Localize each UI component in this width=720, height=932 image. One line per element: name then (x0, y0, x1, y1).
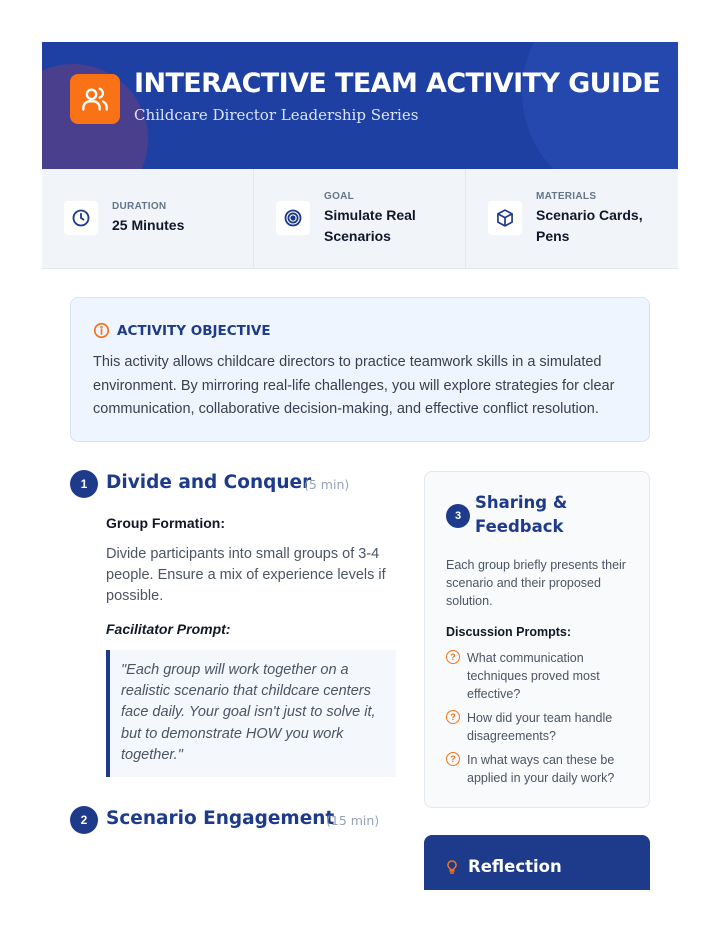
discussion-prompt-item (446, 649, 636, 703)
discussion-prompt-text: In what ways can these be applied in your daily work? (467, 753, 615, 785)
objective-text: This activity allows childcare directors to practice teamwork skills in a simulated environment. By mirroring real-life challenges, you will explore strategies for clear communication, collaborative decision-making, and effective conflict resolution. (93, 354, 615, 417)
step-number-badge: 3 (446, 504, 470, 528)
reflection-title: Reflection (468, 857, 562, 876)
step-number-badge: 1 (70, 470, 98, 498)
box-icon (488, 201, 522, 235)
target-icon (276, 201, 310, 235)
facilitator-quote (106, 650, 396, 777)
page-title: INTERACTIVE TEAM ACTIVITY GUIDE (134, 68, 661, 99)
group-formation-text: Divide participants into small groups of 3-4 people. Ensure a mix of experience levels if possible. (106, 546, 386, 604)
feedback-title: Sharing & Feedback (475, 493, 568, 536)
info-goal (254, 169, 466, 269)
clock-icon (64, 201, 98, 235)
info-icon (93, 322, 110, 339)
objective-box (70, 297, 650, 442)
reflection-heading (444, 857, 562, 876)
objective-heading (93, 322, 271, 339)
info-label: MATERIALS (536, 191, 597, 202)
facilitator-prompt-label: Facilitator Prompt: (106, 621, 231, 637)
objective-title: ACTIVITY OBJECTIVE (117, 322, 271, 339)
step-duration: (5 min) (304, 477, 350, 492)
question-icon: ? (446, 650, 460, 664)
discussion-prompt-text: What communication techniques proved most effective? (467, 651, 600, 701)
page-subtitle: Childcare Director Leadership Series (134, 106, 419, 124)
info-materials (466, 169, 678, 269)
question-icon: ? (446, 710, 460, 724)
step-title: Scenario Engagement (106, 808, 335, 829)
reflection-card (424, 835, 650, 890)
info-bar (42, 169, 678, 269)
info-value: 25 Minutes (112, 217, 185, 233)
feedback-card (424, 471, 650, 808)
group-formation-label: Group Formation: (106, 515, 225, 531)
quote-text: "Each group will work together on a realistic scenario that childcare centers face daily. Your goal isn't just to solve it, but to demonstrate HOW you work together." (121, 662, 376, 763)
info-value: Scenario Cards, Pens (536, 207, 643, 244)
step-duration: (15 min) (326, 813, 380, 828)
info-duration (42, 169, 254, 269)
question-icon: ? (446, 752, 460, 766)
discussion-prompt-text: How did your team handle disagreements? (467, 711, 613, 743)
discussion-prompts-label: Discussion Prompts: (446, 625, 572, 639)
discussion-prompt-item (446, 709, 636, 745)
activity-guide-page (42, 42, 678, 890)
discussion-prompt-item (446, 751, 636, 787)
info-label: DURATION (112, 201, 167, 212)
lightbulb-icon (444, 858, 460, 876)
info-label: GOAL (324, 191, 355, 202)
feedback-text: Each group briefly presents their scenario and their proposed solution. (446, 558, 626, 608)
info-value: Simulate Real Scenarios (324, 207, 416, 244)
header-banner (42, 42, 678, 169)
users-icon (81, 85, 109, 113)
step-title: Divide and Conquer (106, 472, 312, 493)
logo-badge (70, 74, 120, 124)
step-number-badge: 2 (70, 806, 98, 834)
header-decoration-circle-right (522, 42, 678, 169)
